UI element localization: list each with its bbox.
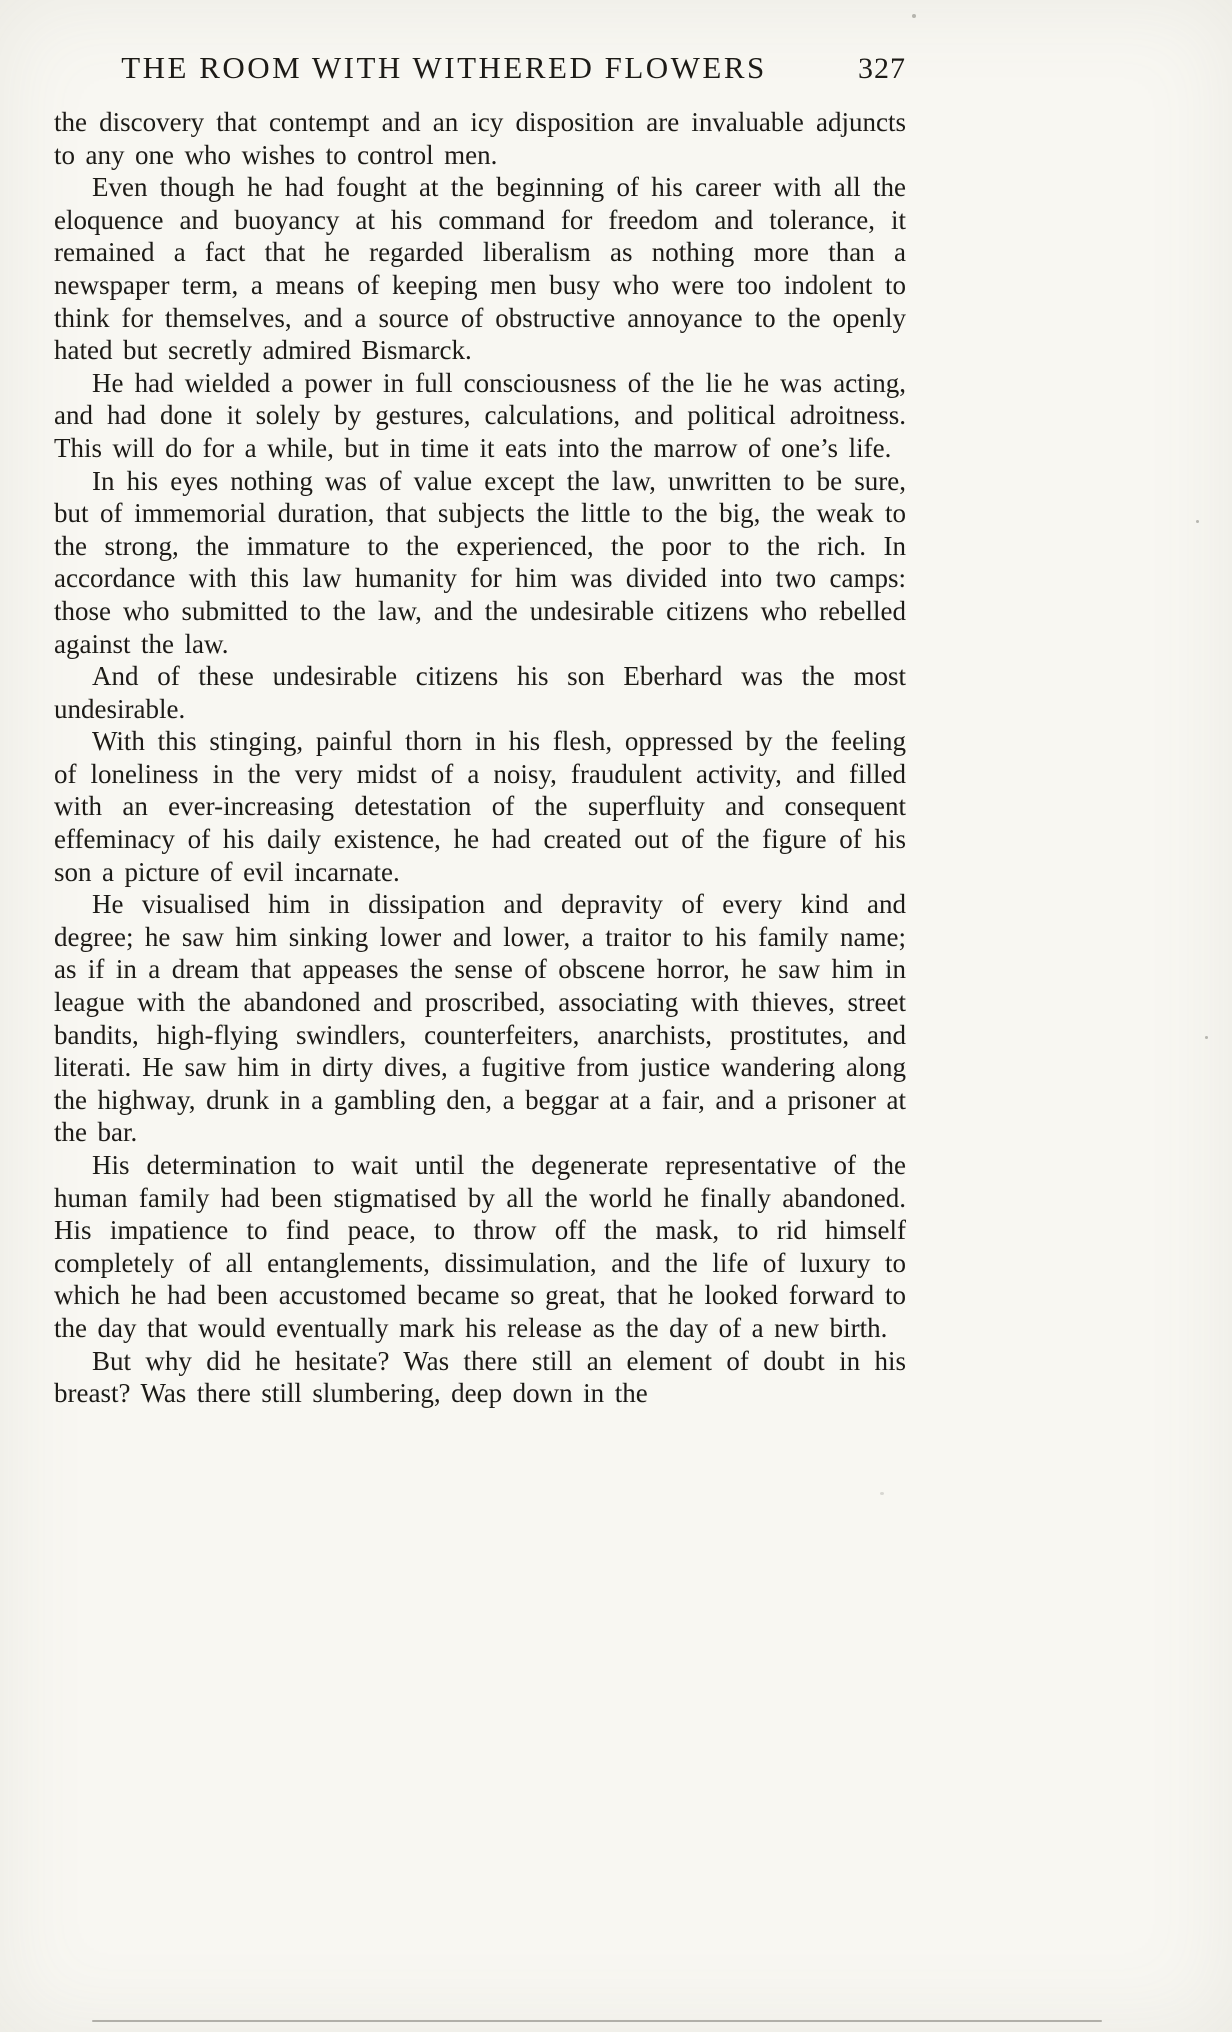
paragraph-4: In his eyes nothing was of value except the law, unwritten to be sure, but of immemorial duration, that subjects the little to the big, the weak to the strong, the immature to the experienced, the poor to the rich. In accordance with this law humanity for him was divided into two camps: those who submitted to the law, and the undesirable citizens who rebelled against the law. [54,465,906,659]
paragraph-5: And of these undesirable citizens his son Eberhard was the most undesirable. [54,661,906,724]
paragraph-6: With this stinging, painful thorn in his flesh, oppressed by the feeling of loneliness in the very midst of a noisy, fraudulent activity, and filled with an ever-increasing detestation of the superfluity and consequent effeminacy of his daily existence, he had created out of the figure of his son a picture of evil incarnate. [54,726,906,887]
page-header [54,50,906,86]
paragraph-3: He had wielded a power in full consciousness of the lie he was acting, and had done it solely by gestures, calculations, and political adroitness. This will do for a while, but in time it eats into the marrow of one’s life. [54,367,906,463]
running-title: THE ROOM WITH WITHERED FLOWERS [121,50,767,85]
paragraph-8: His determination to wait until the degenerate representative of the human family had been stigmatised by all the world he finally abandoned. His impatience to find peace, to throw off the mask, to rid himself completely of all entanglements, dissimulation, and the life of luxury to which he had been accustomed became so great, that he looked forward to the day that would eventually mark his release as the day of a new birth. [54,1150,906,1343]
page-number: 327 [858,52,906,85]
scan-speck [912,14,916,18]
paragraph-7: He visualised him in dissipation and depravity of every kind and degree; he saw him sinking lower and lower, a traitor to his family name; as if in a dream that appeases the sense of obscene horror, he saw him in league with the abandoned and proscribed, associating with thieves, street bandits, high-flying swindlers, counterfeiters, anarchists, prostitutes, and literati. He saw him in dirty dives, a fugitive from justice wandering along the highway, drunk in a gambling den, a beggar at a fair, and a prisoner at the bar. [54,889,906,1148]
scan-artifact-line [92,2020,1102,2022]
scan-speck [1205,1036,1208,1039]
paragraph-1: the discovery that contempt and an icy disposition are invaluable adjuncts to any one who wishes to control men. [54,107,906,170]
scan-speck [880,1492,884,1495]
paragraph-9: But why did he hesitate? Was there still an element of doubt in his breast? Was there still slumbering, deep down in the [54,1345,906,1409]
body-text [54,106,906,1410]
paragraph-2: Even though he had fought at the beginning of his career with all the eloquence and buoyancy at his command for freedom and tolerance, it remained a fact that he regarded liberalism as nothing more than a newspaper term, a means of keeping men busy who were too indolent to think for themselves, and a source of obstructive annoyance to the openly hated but secretly admired Bismarck. [54,172,906,366]
scan-speck [1196,520,1199,523]
